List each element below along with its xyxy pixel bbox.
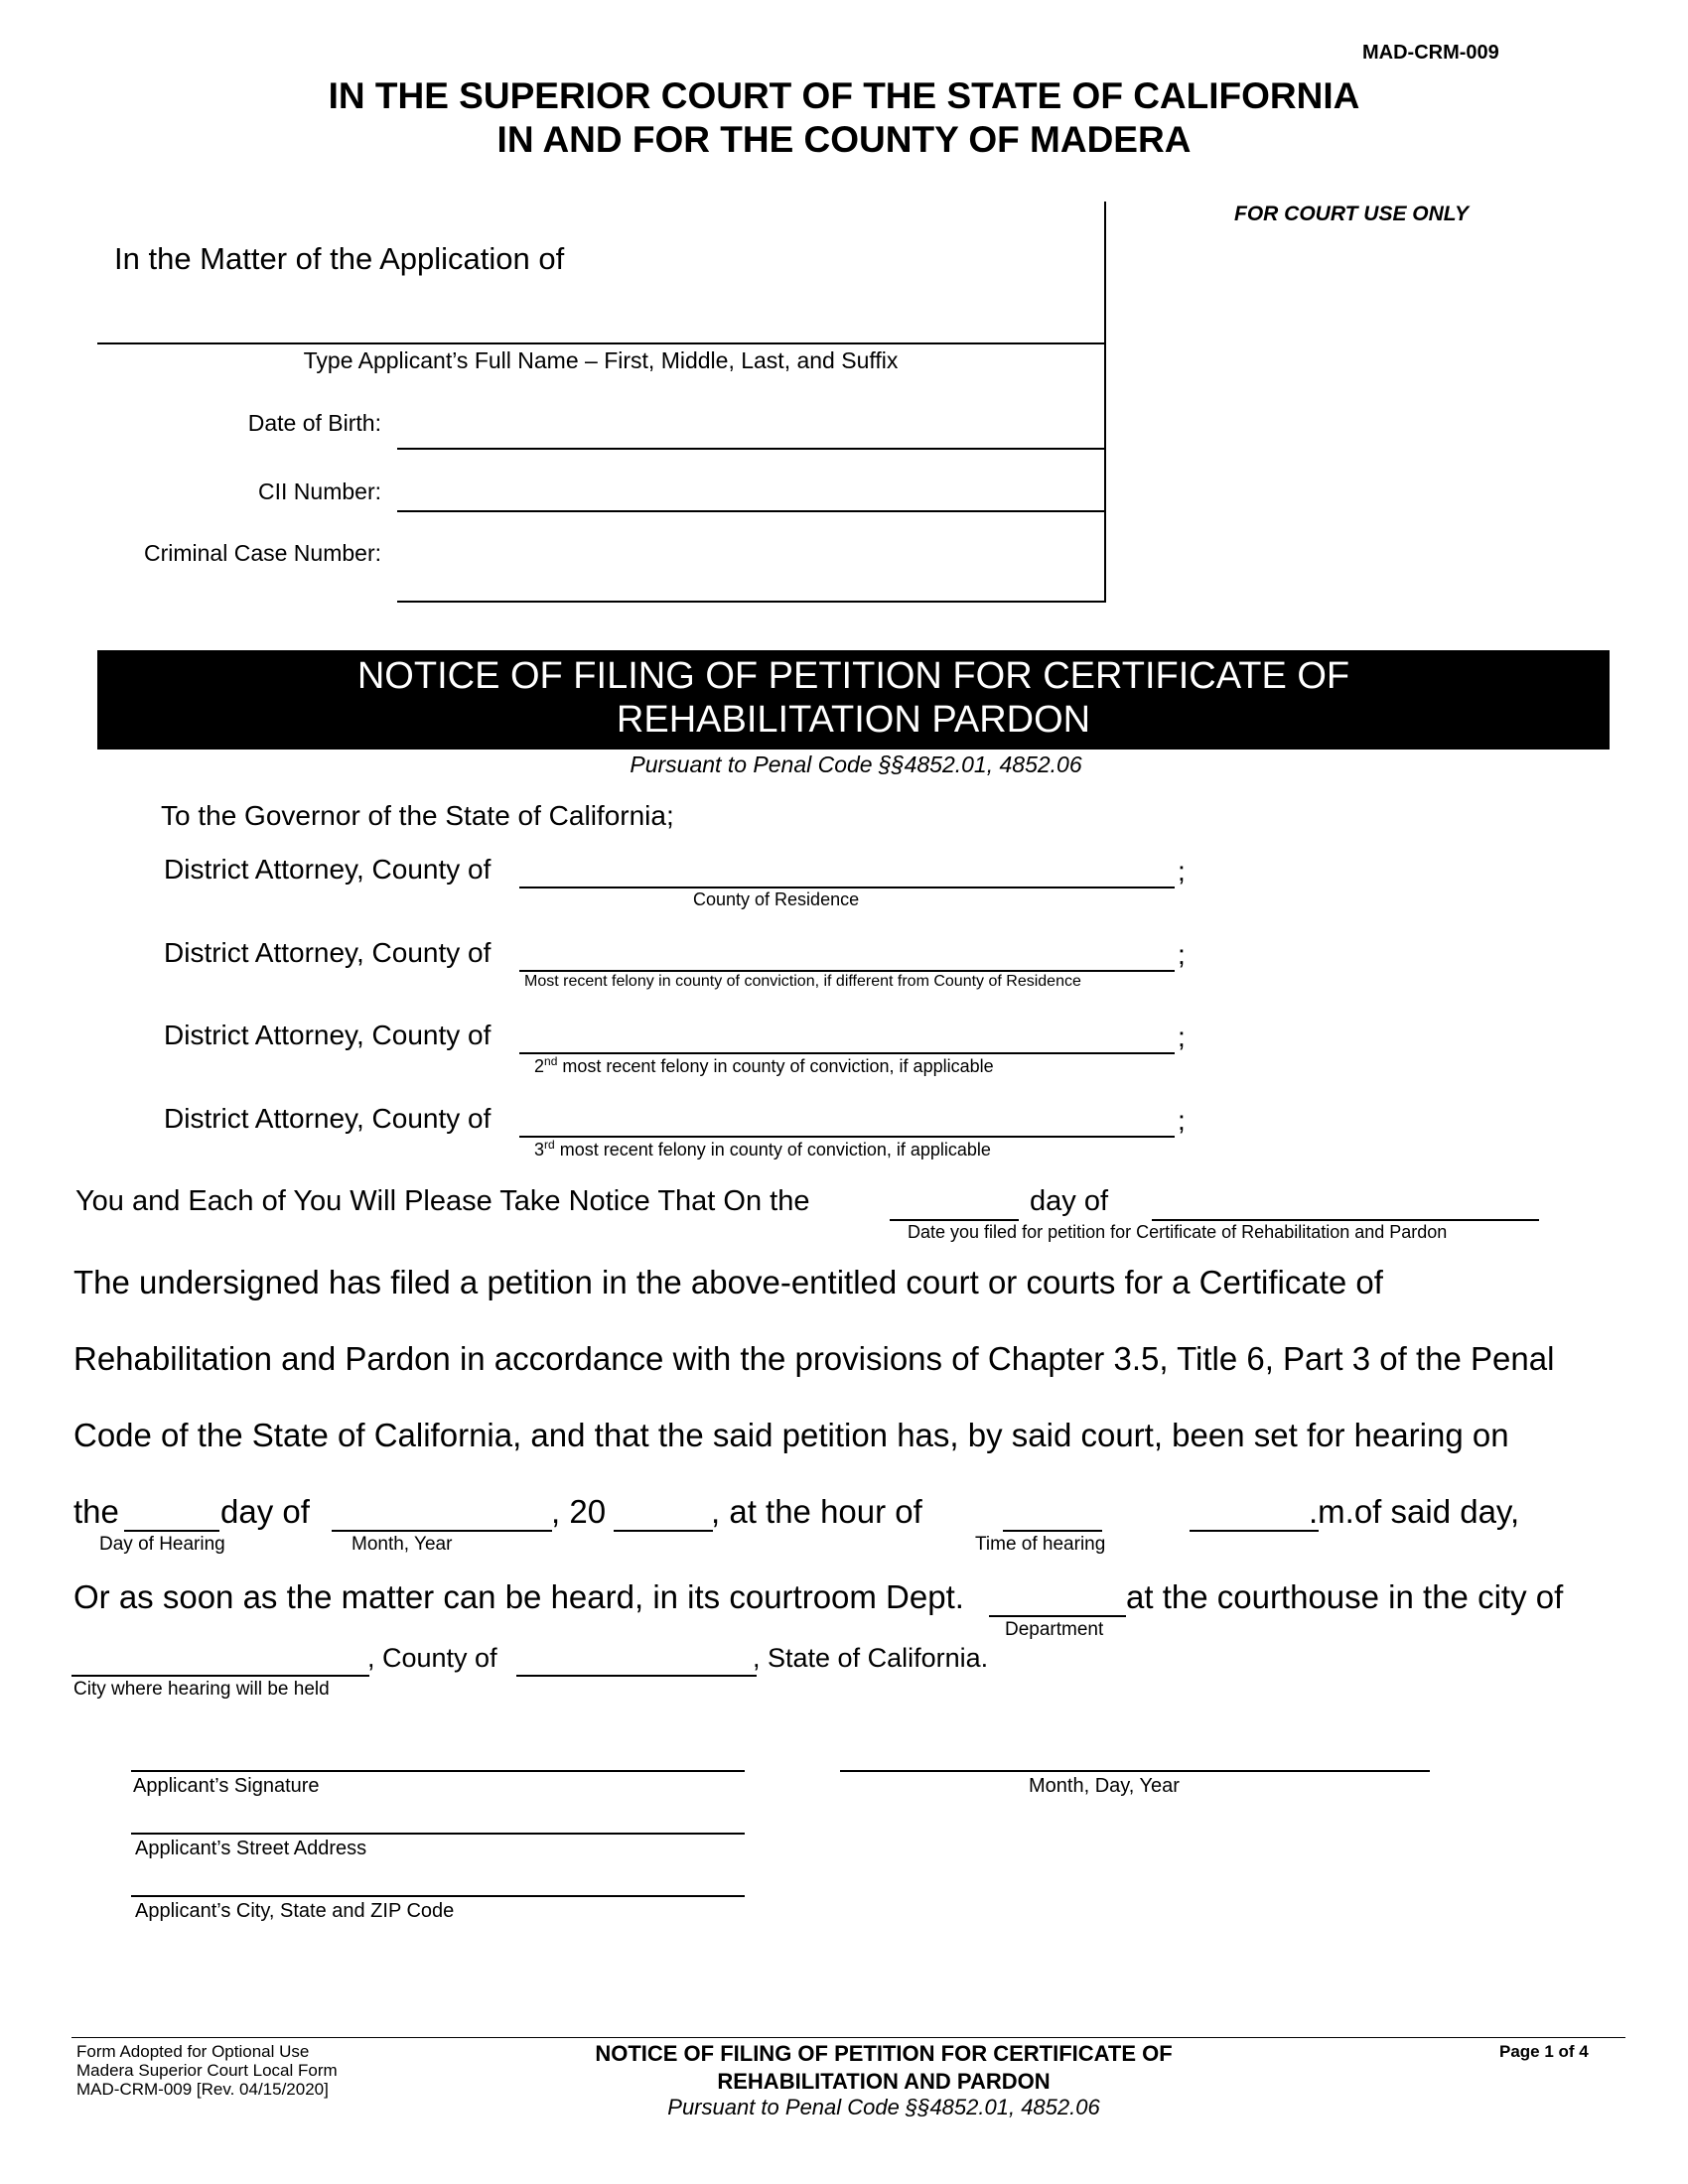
department-field[interactable]: [989, 1615, 1126, 1617]
footer-rule: [71, 2037, 1625, 2038]
court-use-label: FOR COURT USE ONLY: [1234, 203, 1470, 225]
cii-field[interactable]: [397, 510, 1106, 512]
da-label-3: District Attorney, County of: [164, 1020, 492, 1050]
footer-title-1: NOTICE OF FILING OF PETITION FOR CERTIFICATE OF: [595, 2041, 1173, 2066]
da-hint-3: [534, 1054, 994, 1077]
city-state-zip-field[interactable]: [131, 1895, 745, 1897]
take-notice-text: You and Each of You Will Please Take Notice That On the: [75, 1185, 810, 1217]
footer-title-2: REHABILITATION AND PARDON: [717, 2069, 1051, 2094]
hearing-time-field[interactable]: [1003, 1530, 1102, 1532]
court-name-line1: IN THE SUPERIOR COURT OF THE STATE OF CALIFORNIA: [328, 75, 1360, 116]
applicant-name-hint: Type Applicant’s Full Name – First, Middle, Last, and Suffix: [303, 347, 899, 373]
hearing-month-field[interactable]: [332, 1530, 552, 1532]
footer-left-3: MAD-CRM-009 [Rev. 04/15/2020]: [76, 2080, 329, 2099]
title-banner: [97, 650, 1610, 750]
signature-date-field[interactable]: [840, 1770, 1430, 1772]
footer-title-3: Pursuant to Penal Code §§4852.01, 4852.06: [667, 2095, 1100, 2119]
ordinal-3-suffix: rd: [544, 1138, 555, 1152]
da-hint-4: [534, 1138, 991, 1160]
paragraph-line2: Rehabilitation and Pardon in accordance with the provisions of Chapter 3.5, Title 6, Part 3 of the Penal: [73, 1340, 1555, 1377]
street-address-field[interactable]: [131, 1833, 745, 1835]
da-hint-2: Most recent felony in county of conviction, if different from County of Residence: [524, 973, 1081, 990]
city-state-zip-label: Applicant’s City, State and ZIP Code: [135, 1900, 455, 1922]
day-of-text-2: day of: [220, 1493, 310, 1530]
title-line2: REHABILITATION PARDON: [616, 699, 1091, 741]
hearing-day-field[interactable]: [124, 1530, 219, 1532]
da-county-field-1[interactable]: [519, 887, 1175, 888]
filed-day-field[interactable]: [890, 1219, 1019, 1221]
signature-date-label: Month, Day, Year: [1029, 1775, 1180, 1797]
ordinal-3: 3: [534, 1140, 545, 1160]
page-number: Page 1 of 4: [1499, 2042, 1589, 2061]
semicolon-1: ;: [1178, 856, 1186, 887]
case-number-label: Criminal Case Number:: [143, 540, 381, 566]
semicolon-4: ;: [1178, 1105, 1186, 1136]
dob-field[interactable]: [397, 448, 1106, 450]
hearing-city-field[interactable]: [71, 1675, 369, 1677]
form-code: MAD-CRM-009: [1362, 42, 1499, 64]
street-address-label: Applicant’s Street Address: [135, 1838, 367, 1859]
da-hint-3-text: most recent felony in county of conviction, if applicable: [562, 1056, 994, 1076]
comma-20-text: , 20: [551, 1493, 607, 1530]
case-number-field[interactable]: [397, 601, 1106, 603]
matter-label: In the Matter of the Application of: [114, 241, 565, 276]
semicolon-3: ;: [1178, 1022, 1186, 1052]
paragraph-line3: Code of the State of California, and that the said petition has, by said court, been set for hearing on: [73, 1417, 1509, 1453]
da-county-field-2[interactable]: [519, 970, 1175, 972]
footer-left-2: Madera Superior Court Local Form: [76, 2061, 338, 2080]
ordinal-2-suffix: nd: [544, 1054, 558, 1068]
state-text: , State of California.: [753, 1643, 989, 1673]
hearing-year-field[interactable]: [614, 1530, 713, 1532]
signature-label: Applicant’s Signature: [133, 1775, 320, 1797]
hint-day-of-hearing: Day of Hearing: [99, 1534, 225, 1555]
da-label-1: District Attorney, County of: [164, 854, 492, 885]
county-of-text: , County of: [367, 1643, 497, 1673]
filed-month-field[interactable]: [1152, 1219, 1539, 1221]
signature-field[interactable]: [131, 1770, 745, 1772]
footer-left-1: Form Adopted for Optional Use: [76, 2042, 310, 2061]
courthouse-text: at the courthouse in the city of: [1126, 1578, 1564, 1615]
m-of-day-text: .m.of said day,: [1309, 1493, 1520, 1530]
title-subtitle: Pursuant to Penal Code §§4852.01, 4852.06: [630, 751, 1082, 777]
the-text: the: [73, 1493, 119, 1530]
da-label-2: District Attorney, County of: [164, 937, 492, 968]
caption-divider: [1104, 202, 1106, 602]
title-line1: NOTICE OF FILING OF PETITION FOR CERTIFICATE OF: [356, 655, 1350, 697]
hint-city: City where hearing will be held: [73, 1679, 330, 1700]
hint-month-year: Month, Year: [352, 1534, 453, 1555]
hint-time-of-hearing: Time of hearing: [975, 1534, 1106, 1555]
ordinal-2: 2: [534, 1056, 545, 1076]
at-hour-text: , at the hour of: [711, 1493, 922, 1530]
da-label-4: District Attorney, County of: [164, 1103, 492, 1134]
paragraph-line1: The undersigned has filed a petition in the above-entitled court or courts for a Certificate of: [73, 1264, 1383, 1300]
courtroom-text: Or as soon as the matter can be heard, in its courtroom Dept.: [73, 1578, 964, 1615]
da-hint-1: County of Residence: [693, 889, 860, 909]
dob-label: Date of Birth:: [247, 410, 381, 436]
day-of-text: day of: [1030, 1185, 1108, 1217]
governor-line: To the Governor of the State of California;: [161, 800, 674, 831]
semicolon-2: ;: [1178, 939, 1186, 970]
cii-label: CII Number:: [258, 478, 381, 504]
court-name-line2: IN AND FOR THE COUNTY OF MADERA: [496, 119, 1192, 160]
hearing-county-field[interactable]: [516, 1675, 757, 1677]
ampm-field[interactable]: [1190, 1530, 1319, 1532]
applicant-name-field[interactable]: [97, 342, 1106, 344]
da-hint-4-text: most recent felony in county of conviction, if applicable: [559, 1140, 991, 1160]
filed-date-hint: Date you filed for petition for Certificate of Rehabilitation and Pardon: [908, 1222, 1448, 1242]
hint-department: Department: [1005, 1619, 1104, 1640]
